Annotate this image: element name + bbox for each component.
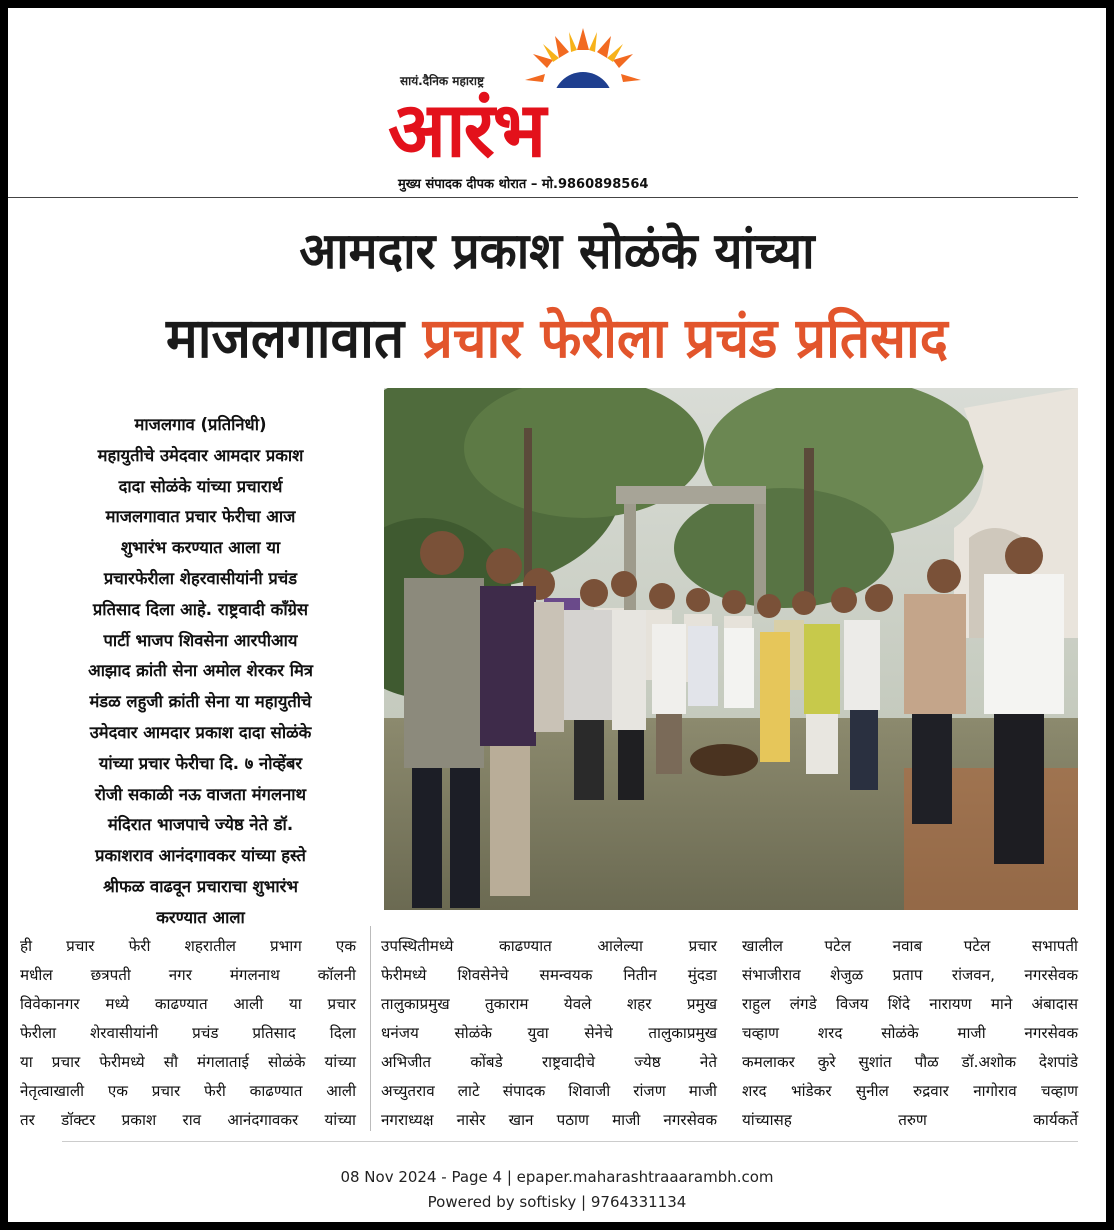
body-line: विवेकानगर मध्ये काढण्यात आली या प्रचार xyxy=(20,995,356,1013)
editor-line: मुख्य संपादक दीपक थोरात – मो.9860898564 xyxy=(398,177,649,192)
body-line: नेतृत्वाखाली एक प्रचार फेरी काढण्यात आली xyxy=(20,1082,356,1100)
body-line: ही प्रचार फेरी शहरातील प्रभाग एक xyxy=(20,937,356,955)
intro-line: माजलगाव (प्रतिनिधी) xyxy=(134,415,267,434)
intro-line: मंदिरात भाजपाचे ज्येष्ठ नेते डॉ. xyxy=(107,815,294,835)
headline-line-2-red: प्रचार फेरीला प्रचंड प्रतिसाद xyxy=(422,306,948,370)
body-column-1 xyxy=(20,932,356,1135)
intro-line: प्रचारफेरीला शेहरवासीयांनी प्रचंड xyxy=(103,568,298,588)
intro-line: उमेदवार आमदार प्रकाश दादा सोळंके xyxy=(89,722,312,742)
headline-line-2 xyxy=(27,303,1087,373)
body-line: या प्रचार फेरीमध्ये सौ मंगलाताई सोळंके यांच्या xyxy=(20,1053,356,1071)
body-line: कमलाकर कुरे सुशांत पौळ डॉ.अशोक देशपांडे xyxy=(742,1053,1078,1071)
body-line: मधील छत्रपती नगर मंगलनाथ कॉलनी xyxy=(20,966,356,984)
intro-line: आझाद क्रांती सेना अमोल शेरकर मित्र xyxy=(88,661,313,681)
intro-line: श्रीफळ वाढवून प्रचाराचा शुभारंभ xyxy=(103,876,298,896)
body-line: चव्हाण शरद सोळंके माजी नगरसेवक xyxy=(742,1024,1078,1042)
body-line: अच्युतराव लाटे संपादक शिवाजी रांजण माजी xyxy=(381,1082,717,1100)
epaper-page xyxy=(8,8,1106,1222)
intro-line: प्रतिसाद दिला आहे. राष्ट्रवादी कॉंग्रेस xyxy=(92,599,309,619)
intro-line: पार्टी भाजप शिवसेना आरपीआय xyxy=(103,630,298,650)
body-line: उपस्थितीमध्ये काढण्यात आलेल्या प्रचार xyxy=(381,937,717,955)
intro-line: यांच्या प्रचार फेरीचा दि. ७ नोव्हेंबर xyxy=(98,753,303,773)
body-line: तालुकाप्रमुख तुकाराम येवले शहर प्रमुख xyxy=(381,995,717,1013)
intro-line: प्रकाशराव आनंदगावकर यांच्या हस्ते xyxy=(95,846,306,866)
intro-line: दादा सोळंके यांच्या प्रचारार्थ xyxy=(118,476,283,496)
masthead-divider xyxy=(8,197,1078,198)
body-line: फेरीमध्ये शिवसेनेचे समन्वयक नितीन मुंदडा xyxy=(381,966,717,984)
newspaper-logo: आरंभ xyxy=(388,85,545,174)
masthead xyxy=(388,22,728,192)
headline-line-2-black: माजलगावात xyxy=(166,306,405,370)
body-line: फेरीला शेरवासीयांनी प्रचंड प्रतिसाद दिला xyxy=(20,1024,356,1042)
body-line: यांच्यासह तरुण कार्यकर्ते xyxy=(742,1111,1078,1129)
intro-line: रोजी सकाळी नऊ वाजता मंगलनाथ xyxy=(94,784,307,804)
footer-powered-by: Powered by softisky | 9764331134 xyxy=(427,1193,687,1211)
body-line: धनंजय सोळंके युवा सेनेचे तालुकाप्रमुख xyxy=(381,1024,717,1042)
body-column-3 xyxy=(742,932,1078,1135)
intro-line: करण्यात आला xyxy=(156,907,245,927)
footer-divider xyxy=(62,1141,1078,1142)
intro-line: मंडळ लहुजी क्रांती सेना या महायुतीचे xyxy=(89,692,312,712)
intro-line: महायुतीचे उमेदवार आमदार प्रकाश xyxy=(97,445,304,465)
body-line: अभिजीत कोंबडे राष्ट्रवादीचे ज्येष्ठ नेते xyxy=(381,1053,717,1071)
body-line: नगराध्यक्ष नासेर खान पठाण माजी नगरसेवक xyxy=(381,1111,717,1129)
body-line: शरद भांडेकर सुनील रुद्रवार नागोराव चव्हाण xyxy=(742,1082,1078,1100)
body-line: संभाजीराव शेजुळ प्रताप रांजवन, नगरसेवक xyxy=(742,966,1078,984)
body-line: खालील पटेल नवाब पटेल सभापती xyxy=(742,937,1078,955)
body-line: तर डॉक्टर प्रकाश राव आनंदगावकर यांच्या xyxy=(20,1111,356,1129)
headline-line-1: आमदार प्रकाश सोळंके यांच्या xyxy=(299,222,815,280)
intro-paragraph xyxy=(28,410,373,934)
masthead-tagline: सायं.दैनिक महाराष्ट्र xyxy=(400,74,484,88)
intro-line: शुभारंभ करण्यात आला या xyxy=(120,538,281,558)
footer-date-page-url: 08 Nov 2024 - Page 4 | epaper.maharashtraaarambh.com xyxy=(340,1168,774,1186)
body-line: राहुल लंगडे विजय शिंदे नारायण माने अंबादास xyxy=(742,995,1078,1013)
news-photo xyxy=(384,388,1078,910)
column-divider xyxy=(370,926,371,1131)
intro-line: माजलगावात प्रचार फेरीचा आज xyxy=(105,507,296,527)
body-column-2 xyxy=(381,932,717,1135)
